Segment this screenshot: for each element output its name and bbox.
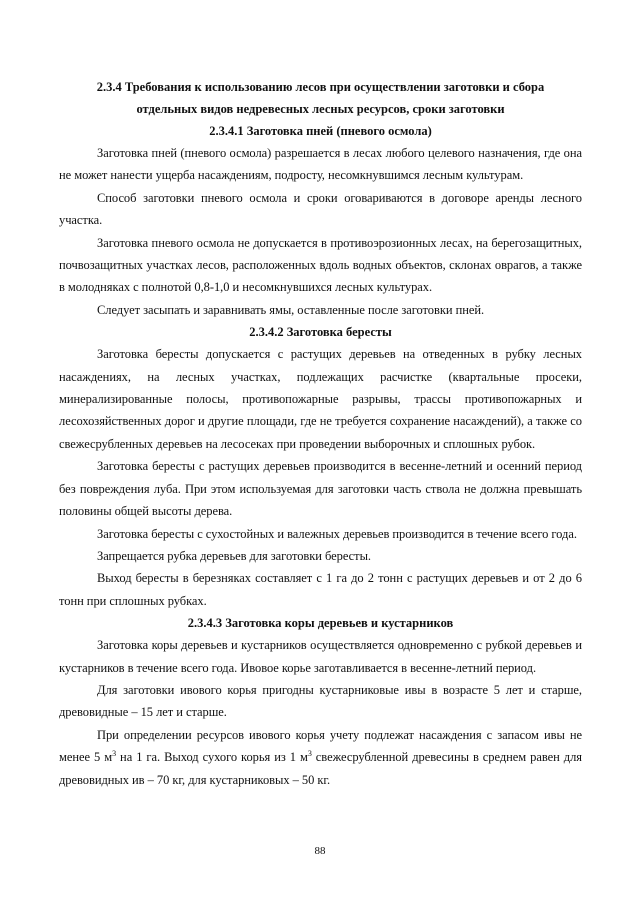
paragraph: Заготовка бересты допускается с растущих деревьев на отведенных в рубку лесных насаждениях, на лесных участках, подлежащих расчистке (квартальные просеки, минерализированные полосы, противопожарные разрывы, трассы противопожарных и лесохозяйственных дорог и другие площади, где не требуется сохранение насаждений), а также со свежесрубленных деревьев на лесосеках при проведении выборочных и сплошных рубок. bbox=[59, 347, 582, 451]
text-part: При определении ресурсов ивового корья учету подлежат насаждения с запасом ивы не менее 5 м bbox=[59, 727, 582, 765]
subsection-title-1: 2.3.4.1 Заготовка пней (пневого осмола) bbox=[209, 124, 432, 138]
paragraph: Заготовка бересты с сухостойных и валежных деревьев производится в течение всего года. bbox=[97, 526, 577, 541]
subsection-title-3: 2.3.4.3 Заготовка коры деревьев и кустарников bbox=[187, 616, 454, 631]
paragraph: Для заготовки ивового корья пригодны кустарниковые ивы в возрасте 5 лет и старше, древовидные – 15 лет и старше. bbox=[59, 682, 582, 720]
paragraph: Заготовка коры деревьев и кустарников осуществляется одновременно с рубкой деревьев и кустарников в течение всего года. Ивовое корье заготавливается в весенне-летний период. bbox=[59, 638, 582, 675]
paragraph: Заготовка бересты с растущих деревьев производится в весенне-летний и осенний период без повреждения луба. При этом используемая для заготовки часть ствола не должна превышать половины общей высоты дерева. bbox=[59, 459, 582, 519]
text-part: на 1 га. Выход сухого корья из 1 м bbox=[116, 750, 308, 765]
superscript: 3 bbox=[307, 749, 312, 758]
paragraph: Способ заготовки пневого осмола и сроки оговариваются в договоре аренды лесного участка. bbox=[59, 190, 582, 228]
text-part: свежесрубленной древесины в среднем равен для древовидных ив – 70 кг, для кустарниковых – 50 кг. bbox=[59, 750, 582, 787]
paragraph: Заготовка пневого осмола не допускается в противоэрозионных лесах, на берегозащитных, почвозащитных участках лесов, расположенных вдоль водных объектов, склонах оврагов, а также в молодняках с полнотой 0,8-1,0 и несомкнувшихся лесных культурах. bbox=[59, 235, 582, 295]
superscript: 3 bbox=[112, 749, 117, 758]
paragraph: Выход бересты в березняках составляет с 1 га до 2 тонн с растущих деревьев и от 2 до 6 тонн при сплошных рубках. bbox=[59, 571, 582, 608]
paragraph: Заготовка пней (пневого осмола) разрешается в лесах любого целевого назначения, где она не может нанести ущерба насаждениям, подросту, несомкнувшимся лесным культурам. bbox=[59, 146, 582, 183]
page-number: 88 bbox=[314, 845, 326, 857]
paragraph: Запрещается рубка деревьев для заготовки бересты. bbox=[97, 548, 371, 563]
section-title-line1: 2.3.4 Требования к использованию лесов при осуществлении заготовки и сбора bbox=[96, 80, 545, 94]
section-title bbox=[59, 76, 582, 120]
section-title-line2: отдельных видов недревесных лесных ресурсов, сроки заготовки bbox=[136, 102, 505, 116]
paragraph-with-superscript bbox=[59, 724, 582, 791]
paragraph: Следует засыпать и заравнивать ямы, оставленные после заготовки пней. bbox=[97, 302, 485, 317]
subsection-title-2: 2.3.4.2 Заготовка бересты bbox=[249, 325, 392, 340]
